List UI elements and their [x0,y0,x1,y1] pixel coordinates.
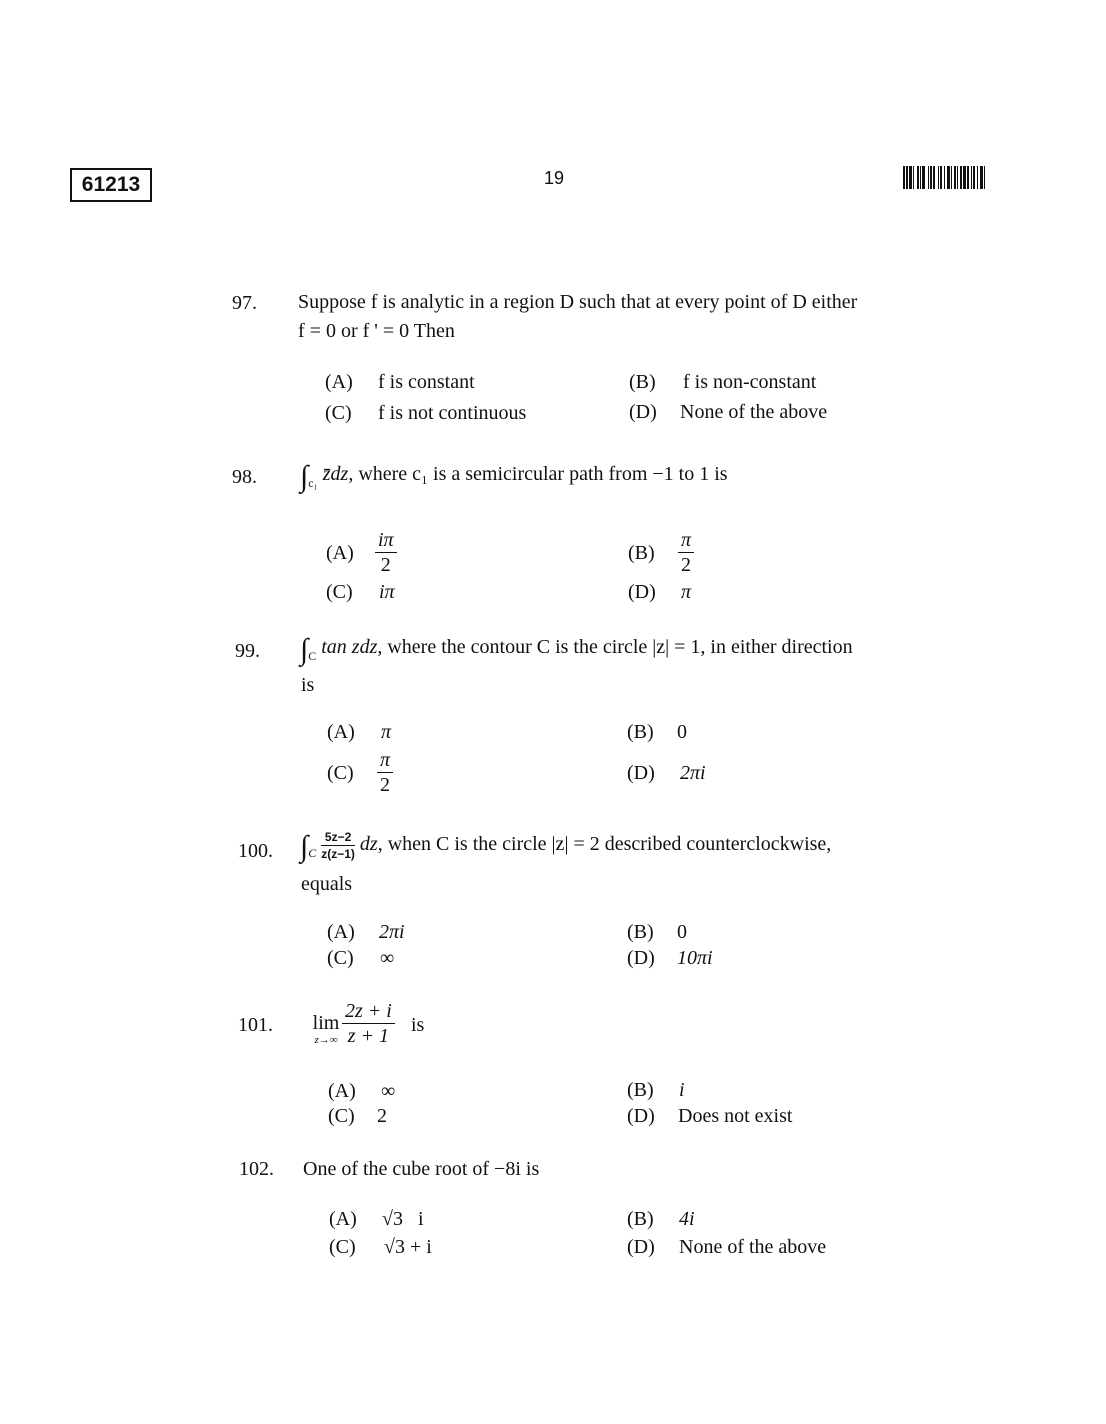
question-100-text: , when C is the circle |z| = 2 described counterclockwise, [377,833,832,856]
integral-sign: ∫ [300,830,309,864]
question-98-option-a-label: (A) [326,542,354,564]
limit-subscript: z→∞ [314,1034,338,1046]
question-97-number: 97. [232,292,257,314]
question-100-line2: equals [301,873,353,895]
question-98-expression: z̄dz [322,463,349,485]
question-100-option-a-text: 2πi [379,921,405,943]
fraction-numerator: iπ [375,528,397,553]
question-97-option-c-label: (C) [325,402,352,424]
question-100-option-b-text: 0 [677,921,687,943]
question-97-option-b-text: f is non-constant [683,371,817,393]
question-102-option-b-text: 4i [679,1208,695,1230]
question-101-option-c-label: (C) [328,1105,355,1127]
fraction-denominator: 2 [681,554,692,576]
question-100-expression: dz [359,833,378,856]
question-97-option-d-label: (D) [629,401,657,423]
question-100-option-c-text: ∞ [380,947,395,969]
question-98-option-b-fraction [678,528,694,577]
question-101-number: 101. [238,1014,273,1036]
question-100-fraction [321,829,355,862]
paper-code: 61213 [70,168,152,202]
question-102-option-d-label: (D) [627,1236,655,1258]
question-98-text: , where c₁ is a semicircular path from −1 to 1 is [348,463,728,485]
question-97-option-a-text: f is constant [378,371,475,393]
question-101-option-d-label: (D) [627,1105,655,1127]
question-102-option-a-text: √3 i [382,1208,424,1230]
question-98-option-d-label: (D) [628,581,656,603]
question-98-option-a-fraction [375,528,397,577]
question-98-option-c-label: (C) [326,581,353,603]
question-97-line2: f = 0 or f ' = 0 Then [298,320,455,342]
question-99-text: , where the contour C is the circle |z| = 1, in either direction [377,636,853,658]
integral-subscript: C [308,846,317,861]
question-99-expression: tan zdz [321,636,378,658]
fraction-numerator: 5z−2 [321,829,355,846]
question-102-number: 102. [239,1158,274,1180]
fraction-numerator: π [678,528,694,553]
question-97-option-d-text: None of the above [680,401,828,423]
fraction-denominator: 2 [380,774,391,796]
question-102-option-b-label: (B) [627,1208,654,1230]
barcode-bar [985,166,987,189]
fraction-numerator: 2z + i [342,999,395,1024]
question-102-option-c-label: (C) [329,1236,356,1258]
question-101-text: is [411,1014,425,1036]
question-102-text: One of the cube root of −8i is [303,1158,540,1180]
question-99-option-d-text: 2πi [680,762,706,784]
question-100-option-b-label: (B) [627,921,654,943]
question-98-number: 98. [232,466,257,488]
question-97-line1: Suppose f is analytic in a region D such that at every point of D either [298,291,858,313]
question-100-number: 100. [238,840,273,862]
question-101-fraction [342,999,395,1048]
question-99-option-c-fraction [377,748,393,797]
barcode [903,166,1036,189]
question-97-option-a-label: (A) [325,371,353,393]
question-102-option-d-text: None of the above [679,1236,827,1258]
question-102-option-a-label: (A) [329,1208,357,1230]
question-101-option-a-text: ∞ [381,1080,396,1102]
fraction-denominator: z(z−1) [321,847,355,861]
fraction-denominator: z + 1 [347,1025,390,1047]
integral-subscript: c₁ [308,476,318,490]
question-101-option-c-text: 2 [377,1105,387,1127]
question-99-option-a-label: (A) [327,721,355,743]
question-99-option-c-label: (C) [327,762,354,784]
question-99-stem [300,633,853,671]
question-99-option-a-text: π [381,721,392,743]
page-number: 19 [544,168,565,188]
question-100-stem [300,829,831,868]
question-97-option-c-text: f is not continuous [378,402,527,424]
question-101-option-b-label: (B) [627,1079,654,1101]
question-99-number: 99. [235,640,260,662]
question-101-option-a-label: (A) [328,1080,356,1102]
fraction-numerator: π [377,748,393,773]
question-99-option-b-label: (B) [627,721,654,743]
question-100-option-d-label: (D) [627,947,655,969]
limit-operator: lim [312,1012,340,1034]
question-101-option-d-text: Does not exist [678,1105,793,1127]
question-99-option-d-label: (D) [627,762,655,784]
question-98-option-c-text: iπ [379,581,395,603]
question-100-option-d-text: 10πi [677,947,713,969]
question-98-option-b-label: (B) [628,542,655,564]
question-100-option-c-label: (C) [327,947,354,969]
question-101-option-b-text: i [679,1079,685,1101]
question-101-limit [306,1012,346,1046]
fraction-denominator: 2 [380,554,391,576]
question-102-option-c-text: √3 + i [384,1236,432,1258]
integral-subscript: C [308,649,317,663]
question-99-option-b-text: 0 [677,721,687,743]
question-100-option-a-label: (A) [327,921,355,943]
integral-sign: ∫ [300,460,309,493]
question-98-option-d-text: π [681,581,692,603]
question-99-line2: is [301,674,315,696]
question-97-option-b-label: (B) [629,371,656,393]
integral-sign: ∫ [300,633,309,666]
question-98-stem [300,460,728,498]
